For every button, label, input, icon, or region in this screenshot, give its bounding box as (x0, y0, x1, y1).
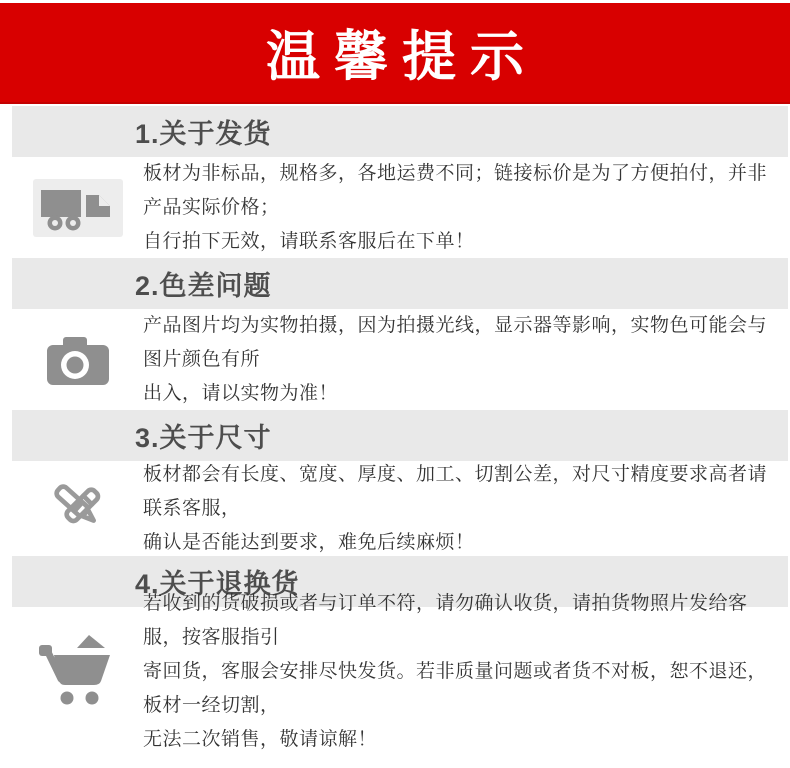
section-size-header (12, 410, 788, 461)
section-shipping-body (12, 157, 788, 258)
text-line: 板材都会有长度、宽度、厚度、加工、切割公差，对尺寸精度要求高者请联系客服， (143, 463, 768, 519)
banner-title: 温馨提示 (266, 27, 538, 87)
section-color-difference-header (12, 258, 788, 309)
section-color-difference-title: 2.色差问题 (135, 271, 272, 301)
text-line: 板材为非标品，规格多，各地运费不同；链接标价是为了方便拍付，并非产品实际价格； (143, 162, 768, 218)
section-shipping-header (12, 106, 788, 157)
section-shipping-title: 1.关于发货 (135, 119, 272, 149)
text-line: 无法二次销售，敬请谅解！ (143, 729, 378, 750)
section-size-title: 3.关于尺寸 (135, 423, 272, 453)
section-returns-body (12, 593, 788, 750)
text-line: 寄回货，客服会安排尽快发货。若非质量问题或者货不对板，恕不退还，板材一经切割， (143, 661, 768, 716)
text-line: 产品图片均为实物拍摄，因为拍摄光线，显示器等影响，实物色可能会与图片颜色有所 (143, 314, 768, 370)
pencil-icon (12, 479, 143, 539)
camera-icon (12, 335, 143, 385)
cart-icon (12, 633, 143, 711)
text-line: 确认是否能达到要求，难免后续麻烦！ (143, 531, 475, 553)
tips-sections (12, 106, 788, 750)
text-line: 出入，请以实物为准！ (143, 382, 339, 404)
section-size-body (12, 461, 788, 556)
section-color-difference-body (12, 309, 788, 410)
section-returns (12, 556, 788, 750)
truck-icon (12, 179, 143, 237)
section-color-difference (12, 258, 788, 410)
warm-tips-banner (0, 3, 790, 104)
section-size (12, 410, 788, 556)
section-shipping (12, 106, 788, 258)
section-returns-text (143, 587, 788, 757)
section-size-text (143, 458, 788, 560)
section-shipping-text (143, 157, 788, 259)
text-line: 自行拍下无效，请联系客服后在下单！ (143, 230, 475, 252)
section-color-difference-text (143, 309, 788, 411)
section-returns-title: 4.关于退换货 (135, 569, 300, 599)
text-line: 若收到的货破损或者与订单不符，请勿确认收货，请拍货物照片发给客服，按客服指引 (143, 593, 748, 648)
